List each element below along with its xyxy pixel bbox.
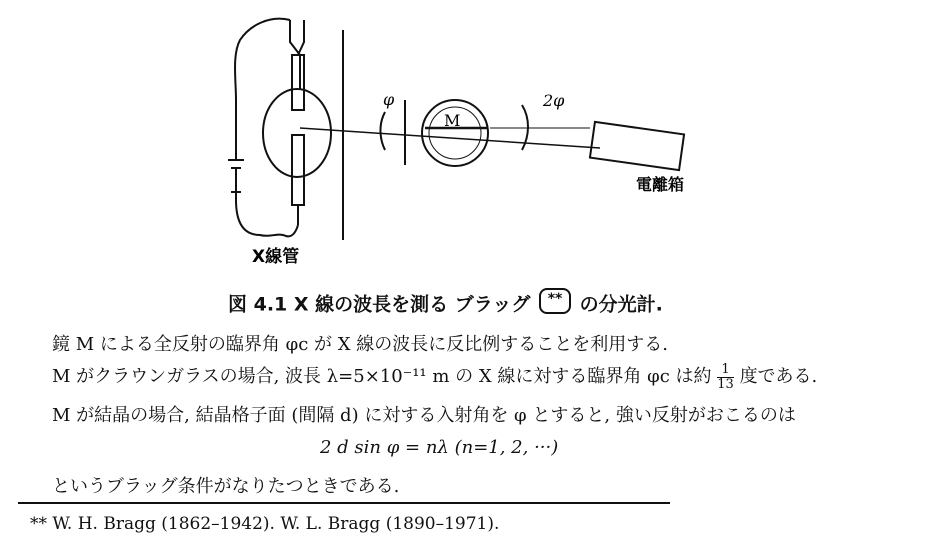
- two-phi-label: 2φ: [543, 91, 565, 110]
- footnote-rule: [18, 502, 670, 504]
- xray-beam: [300, 128, 600, 148]
- body-line-1: 鏡 M による全反射の臨界角 φc が X 線の波長に反比例することを利用する.: [52, 334, 668, 355]
- fraction: [717, 363, 734, 392]
- xray-tube-cathode-stem: [292, 55, 304, 110]
- angle-arc-phi: [380, 112, 385, 150]
- ionization-chamber: [590, 122, 684, 170]
- phi-label: φ: [383, 90, 395, 109]
- figure-number: 図 4.1: [228, 293, 288, 316]
- fraction-numerator: 1: [717, 363, 734, 378]
- caption-text-after: の分光計.: [579, 293, 663, 316]
- mirror-label: M: [444, 111, 461, 130]
- body-line-2-before: M がクラウンガラスの場合, 波長 λ=5×10⁻¹¹ m の X 線に対する臨界角 φc は約: [52, 366, 712, 387]
- mirror-holder: [422, 100, 488, 166]
- caption-text-before: X 線の波長を測る ブラッグ: [293, 293, 531, 316]
- xray-tube-anode-stem: [292, 135, 304, 205]
- footnote: ** W. H. Bragg (1862–1942). W. L. Bragg (1890–1971).: [30, 514, 500, 534]
- xray-tube-label: X線管: [252, 247, 300, 267]
- body-line-2: [52, 362, 817, 392]
- body-line-3: M が結晶の場合, 結晶格子面 (間隔 d) に対する入射角を φ とすると, 強い反射がおこるのは: [52, 405, 796, 426]
- fraction-denominator: 13: [717, 376, 734, 392]
- xray-tube-bulb: [263, 89, 331, 177]
- footnote-mark: **: [539, 288, 571, 314]
- chamber-label: 電離箱: [636, 175, 685, 194]
- body-line-2-after: 度である.: [739, 366, 818, 387]
- bragg-equation: 2 d sin φ = nλ (n=1, 2, ···): [320, 437, 559, 458]
- figure-caption: [228, 288, 663, 316]
- power-wire: [235, 19, 298, 237]
- body-line-5: というブラッグ条件がなりたつときである.: [52, 476, 400, 497]
